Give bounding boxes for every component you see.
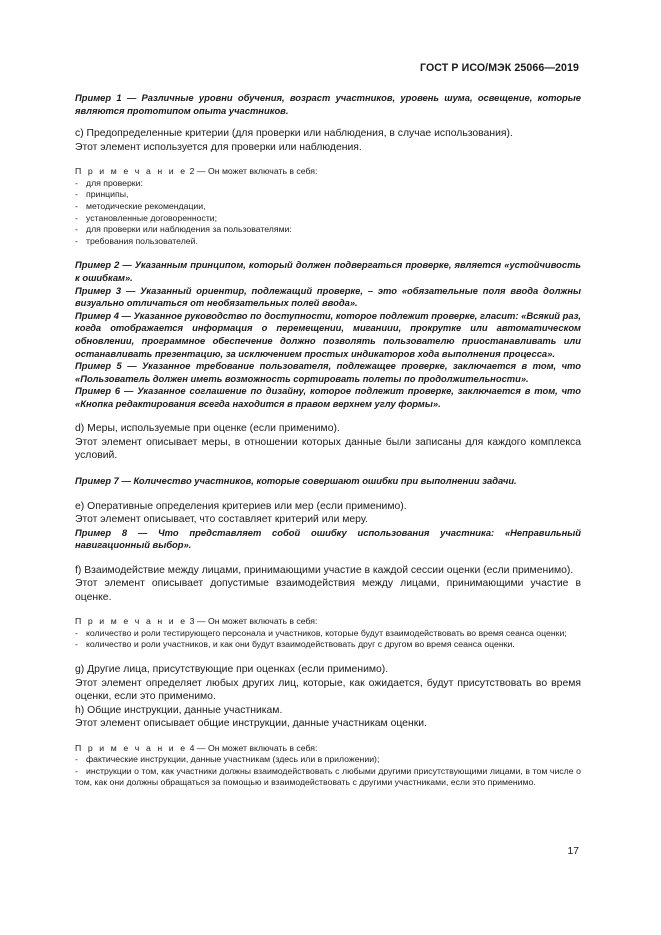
item-g-desc: Этот элемент определяет любых других лиц, которые, как ожидается, будут присутствовать во время оценки, если это применимо. bbox=[75, 677, 581, 703]
note-label: П р и м е ч а н и е bbox=[75, 742, 188, 753]
note-3-list bbox=[75, 628, 581, 651]
note-text: 2 — Он может включать в себя: bbox=[189, 166, 318, 177]
page-content bbox=[75, 92, 581, 789]
list-item: - установленные договоренности; bbox=[75, 212, 218, 223]
item-c-desc: Этот элемент используется для проверки или наблюдения. bbox=[75, 141, 362, 153]
note-text: 3 — Он может включать в себя: bbox=[189, 616, 318, 627]
item-d-desc: Этот элемент описывает меры, в отношении которых данные были записаны для каждого комплекса условий. bbox=[75, 436, 581, 462]
example-7: Пример 7 — Количество участников, которые совершают ошибки при выполнении задачи. bbox=[75, 474, 517, 486]
note-label: П р и м е ч а н и е bbox=[75, 166, 188, 177]
list-item: - принципы, bbox=[75, 189, 129, 200]
example-3: Пример 3 — Указанный ориентир, подлежащий проверке, – это «обязательные поля ввода должны визуально отличаться от необязательных полей ввода». bbox=[75, 284, 581, 309]
item-g-title: g) Другие лица, присутствующие при оценках (если применимо). bbox=[75, 664, 389, 676]
standard-header: ГОСТ Р ИСО/МЭК 25066—2019 bbox=[420, 62, 579, 74]
note-4-list bbox=[75, 754, 581, 789]
item-h-desc: Этот элемент описывает общие инструкции, данные участникам оценки. bbox=[75, 718, 427, 730]
list-item: - инструкции о том, как участники должны взаимодействовать с любыми другими присутствующими лицами, в том числе о том, как они должны обращаться за помощью и взаимодействовать с другими участниками, если это применимо. bbox=[75, 765, 581, 788]
item-e-desc: Этот элемент описывает, что составляет критерий или меру. bbox=[75, 514, 368, 526]
list-item: - методические рекомендации, bbox=[75, 200, 206, 211]
list-item: - требования пользователей. bbox=[75, 235, 198, 246]
note-label: П р и м е ч а н и е bbox=[75, 616, 188, 627]
item-c-title: c) Предопределенные критерии (для проверки или наблюдения, в случае использования). bbox=[75, 128, 513, 140]
item-h-title: h) Общие инструкции, данные участникам. bbox=[75, 704, 283, 716]
example-8: Пример 8 — Что представляет собой ошибку использования участника: «Неправильный навигационный выбор». bbox=[75, 526, 581, 551]
example-1: Пример 1 — Различные уровни обучения, возраст участников, уровень шума, освещение, которые являются прототипом опыта участников. bbox=[75, 92, 581, 116]
note-3-title bbox=[75, 616, 581, 628]
list-item: - фактические инструкции, данные участникам (здесь или в приложении); bbox=[75, 754, 380, 765]
item-d-title: d) Меры, используемые при оценке (если применимо). bbox=[75, 423, 340, 435]
note-text: 4 — Он может включать в себя: bbox=[189, 742, 318, 753]
item-f-title: f) Взаимодействие между лицами, принимающими участие в каждой сессии оценки (если применимо). bbox=[75, 564, 574, 576]
note-4-title bbox=[75, 743, 581, 755]
example-4: Пример 4 — Указанное руководство по доступности, которое подлежит проверке, гласит: «Всякий раз, когда отображается информация о перемещении, миганиии, прокрутке или автоматическом обновлении, программное обеспечение должно позволять пользователю приостанавливать или останавливать презентацию, за исключением простых индикаторов хода выполнения процесса». bbox=[75, 309, 581, 359]
note-2-list bbox=[75, 178, 581, 248]
example-5: Пример 5 — Указанное требование пользователя, подлежащее проверке, заключается в том, что «Пользователь должен иметь возможность сортировать полеты по продолжительности». bbox=[75, 360, 581, 384]
item-f-desc: Этот элемент описывает допустимые взаимодействия между лицами, принимающими участие в оценке. bbox=[75, 578, 581, 603]
example-2: Пример 2 — Указанным принципом, который должен подвергаться проверке, является «устойчивость к ошибкам». bbox=[75, 259, 581, 283]
list-item: - для проверки или наблюдения за пользователями: bbox=[75, 224, 292, 235]
note-2-title bbox=[75, 166, 581, 178]
page-number: 17 bbox=[567, 846, 579, 857]
item-e-title: e) Оперативные определения критериев или мер (если применимо). bbox=[75, 500, 407, 512]
list-item: - количество и роли участников, и как они будут взаимодействовать друг с другом во время сеанса оценки. bbox=[75, 639, 515, 650]
list-item: - количество и роли тестирующего персонала и участников, которые будут взаимодействовать во время сеанса оценки; bbox=[75, 627, 567, 638]
list-item: - для проверки: bbox=[75, 177, 143, 188]
example-6: Пример 6 — Указанное соглашение по дизайну, которое подлежит проверке, заключается в том, что «Кнопка редактирования всегда находится в правом верхнем углу формы». bbox=[75, 385, 581, 409]
